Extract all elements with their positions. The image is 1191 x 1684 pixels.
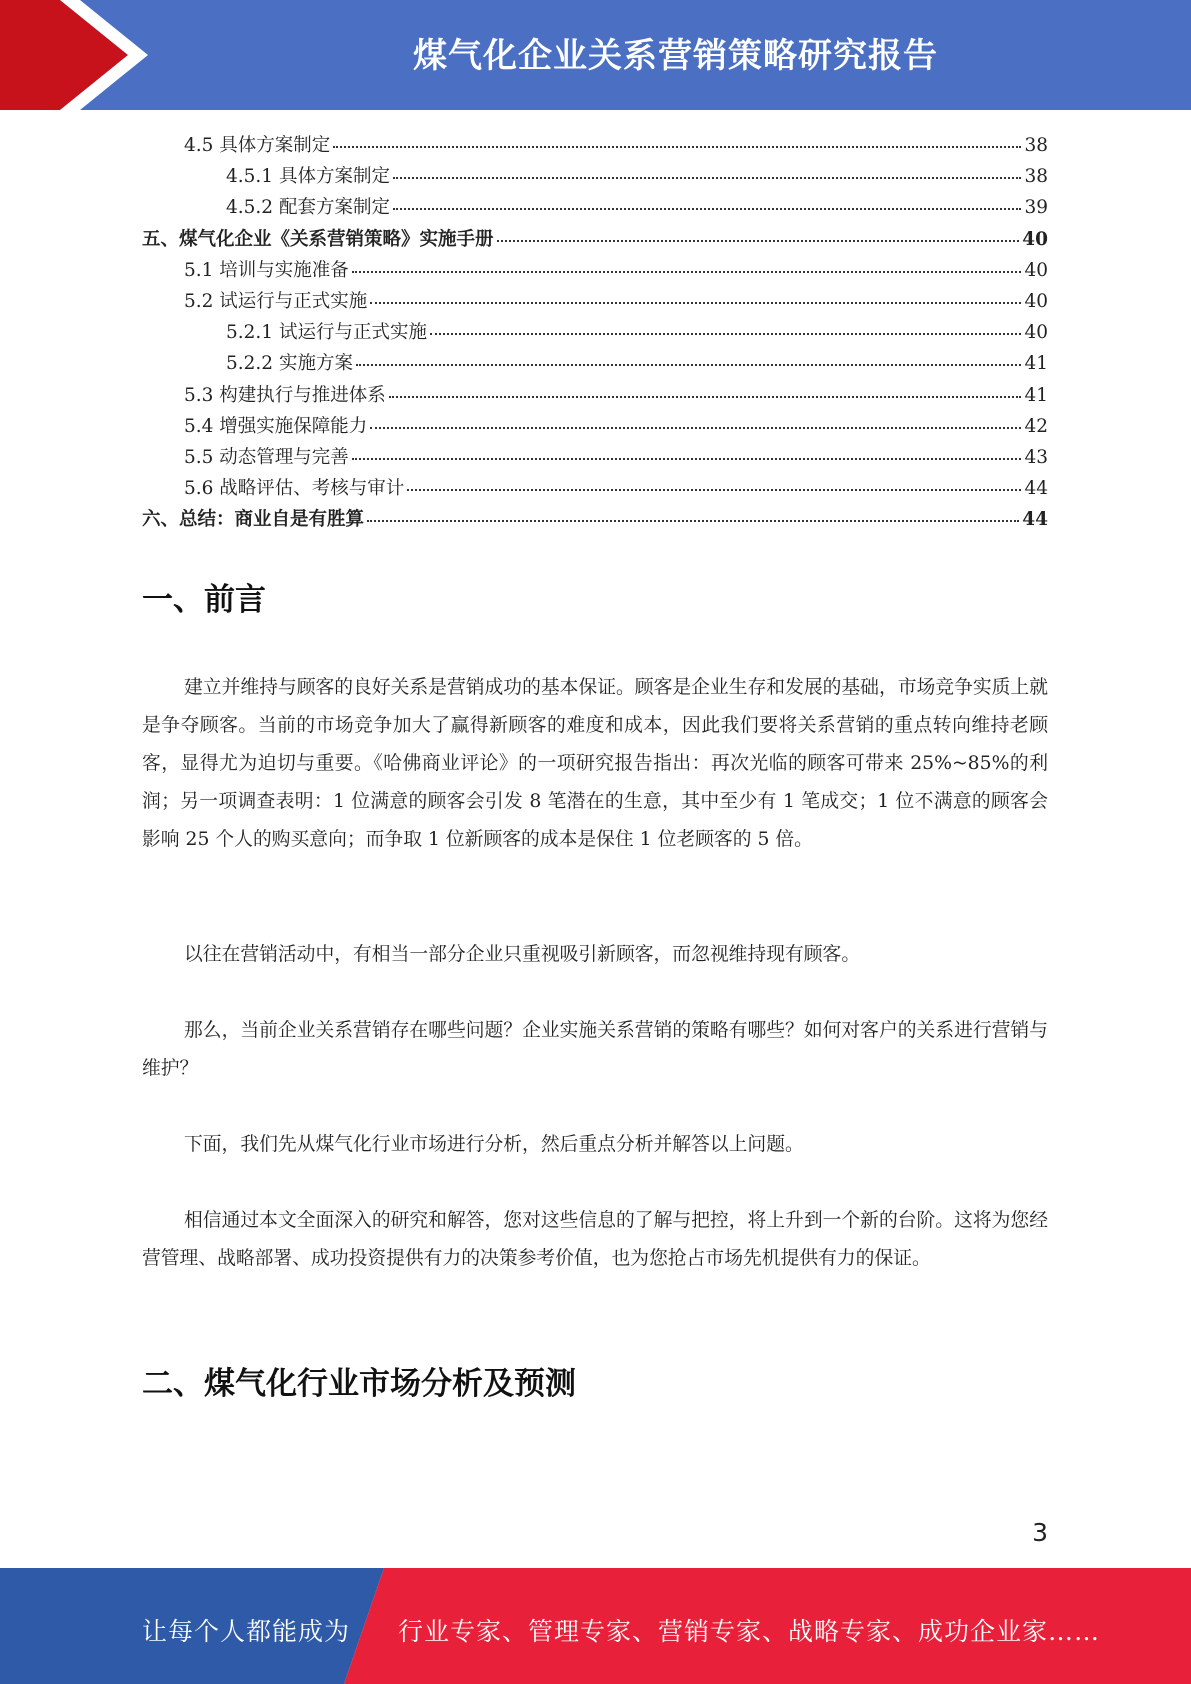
toc-dot-leader	[389, 378, 1022, 398]
toc-entry[interactable]	[142, 224, 1048, 255]
toc-dot-leader	[352, 440, 1022, 460]
toc-entry[interactable]	[142, 411, 1048, 442]
toc-dot-leader	[356, 346, 1022, 366]
toc-entry-label: 5.2.1 试运行与正式实施	[226, 322, 427, 344]
toc-entry-page: 38	[1024, 135, 1048, 156]
toc-entry[interactable]	[142, 442, 1048, 473]
page-header	[0, 0, 1191, 110]
toc-entry[interactable]	[142, 192, 1048, 223]
section-heading-market-analysis: 二、煤气化行业市场分析及预测	[142, 1366, 576, 1402]
table-of-contents	[142, 130, 1048, 535]
toc-dot-leader	[393, 159, 1021, 179]
toc-entry-page: 40	[1024, 259, 1048, 281]
toc-dot-leader	[407, 471, 1021, 491]
toc-entry-label: 5.5 动态管理与完善	[184, 446, 349, 468]
toc-entry[interactable]	[142, 380, 1048, 411]
footer-slogan-left: 让每个人都能成为	[142, 1617, 351, 1646]
toc-entry-page: 42	[1024, 415, 1048, 437]
toc-entry-label: 5.6 战略评估、考核与审计	[184, 478, 405, 500]
toc-entry[interactable]	[142, 348, 1048, 379]
page-footer	[0, 1568, 1191, 1684]
toc-dot-leader	[370, 284, 1021, 304]
toc-entry-page: 40	[1024, 322, 1048, 344]
toc-entry-page: 43	[1024, 446, 1048, 468]
toc-entry-label: 5.2 试运行与正式实施	[184, 290, 368, 312]
toc-entry-label: 5.3 构建执行与推进体系	[184, 384, 386, 406]
toc-entry[interactable]	[142, 504, 1048, 535]
toc-entry[interactable]	[142, 286, 1048, 317]
toc-entry-label: 4.5.2 配套方案制定	[226, 197, 390, 219]
toc-entry-page: 39	[1024, 197, 1048, 219]
toc-entry[interactable]	[142, 161, 1048, 192]
toc-entry-label: 5.1 培训与实施准备	[184, 259, 349, 281]
section-heading-preface: 一、前言	[142, 582, 266, 618]
toc-entry-page: 38	[1024, 166, 1048, 188]
toc-entry-label: 六、总结：商业自是有胜算	[142, 509, 365, 531]
paragraph-1: 建立并维持与顾客的良好关系是营销成功的基本保证。顾客是企业生存和发展的基础，市场竞争实质上就是争夺顾客。当前的市场竞争加大了赢得新顾客的难度和成本，因此我们要将关系营销的重点转向维持老顾客，显得尤为迫切与重要。《哈佛商业评论》的一项研究报告指出：再次光临的顾客可带来 25%~85%的利润；另一项调查表明：1 位满意的顾客会引发 8 笔潜在的生意，其中至少有 1 笔成交；1 位不满意的顾客会影响 25 个人的购买意向；而争取 1 位新顾客的成本是保住 1 位老顾客的 5 倍。	[142, 677, 1048, 850]
toc-entry[interactable]	[142, 473, 1048, 504]
toc-entry-page: 41	[1024, 384, 1048, 406]
toc-entry[interactable]	[142, 255, 1048, 286]
toc-dot-leader	[370, 409, 1021, 429]
toc-entry-page: 40	[1024, 290, 1048, 312]
toc-dot-leader	[352, 253, 1022, 273]
page-number: 3	[1032, 1518, 1048, 1547]
toc-entry-page: 41	[1024, 353, 1048, 375]
paragraph-5: 相信通过本文全面深入的研究和解答，您对这些信息的了解与把控，将上升到一个新的台阶。这将为您经营管理、战略部署、成功投资提供有力的决策参考价值，也为您抢占市场先机提供有力的保证。	[142, 1210, 1048, 1269]
toc-entry-label: 5.4 增强实施保障能力	[184, 415, 368, 437]
report-title: 煤气化企业关系营销策略研究报告	[413, 36, 938, 76]
toc-entry-page: 40	[1022, 228, 1048, 250]
toc-entry[interactable]	[142, 317, 1048, 348]
toc-dot-leader	[497, 222, 1020, 242]
toc-entry[interactable]	[142, 130, 1048, 161]
toc-entry-label: 4.5 具体方案制定	[184, 135, 331, 156]
header-chevron-icon	[0, 0, 160, 110]
toc-dot-leader	[430, 315, 1021, 335]
toc-dot-leader	[393, 190, 1021, 210]
toc-entry-label: 4.5.1 具体方案制定	[226, 166, 390, 188]
paragraph-2: 以往在营销活动中，有相当一部分企业只重视吸引新顾客，而忽视维持现有顾客。	[184, 944, 861, 965]
paragraph-4: 下面，我们先从煤气化行业市场进行分析，然后重点分析并解答以上问题。	[184, 1134, 804, 1155]
toc-dot-leader	[367, 502, 1019, 522]
toc-entry-label: 五、煤气化企业《关系营销策略》实施手册	[142, 228, 494, 250]
toc-dot-leader	[333, 128, 1021, 148]
footer-slogan-right: 行业专家、管理专家、营销专家、战略专家、成功企业家……	[398, 1617, 1101, 1646]
paragraph-3: 那么，当前企业关系营销存在哪些问题？企业实施关系营销的策略有哪些？如何对客户的关系进行营销与维护？	[142, 1020, 1048, 1079]
toc-entry-page: 44	[1022, 509, 1048, 531]
toc-entry-label: 5.2.2 实施方案	[226, 353, 353, 375]
toc-entry-page: 44	[1024, 478, 1048, 500]
